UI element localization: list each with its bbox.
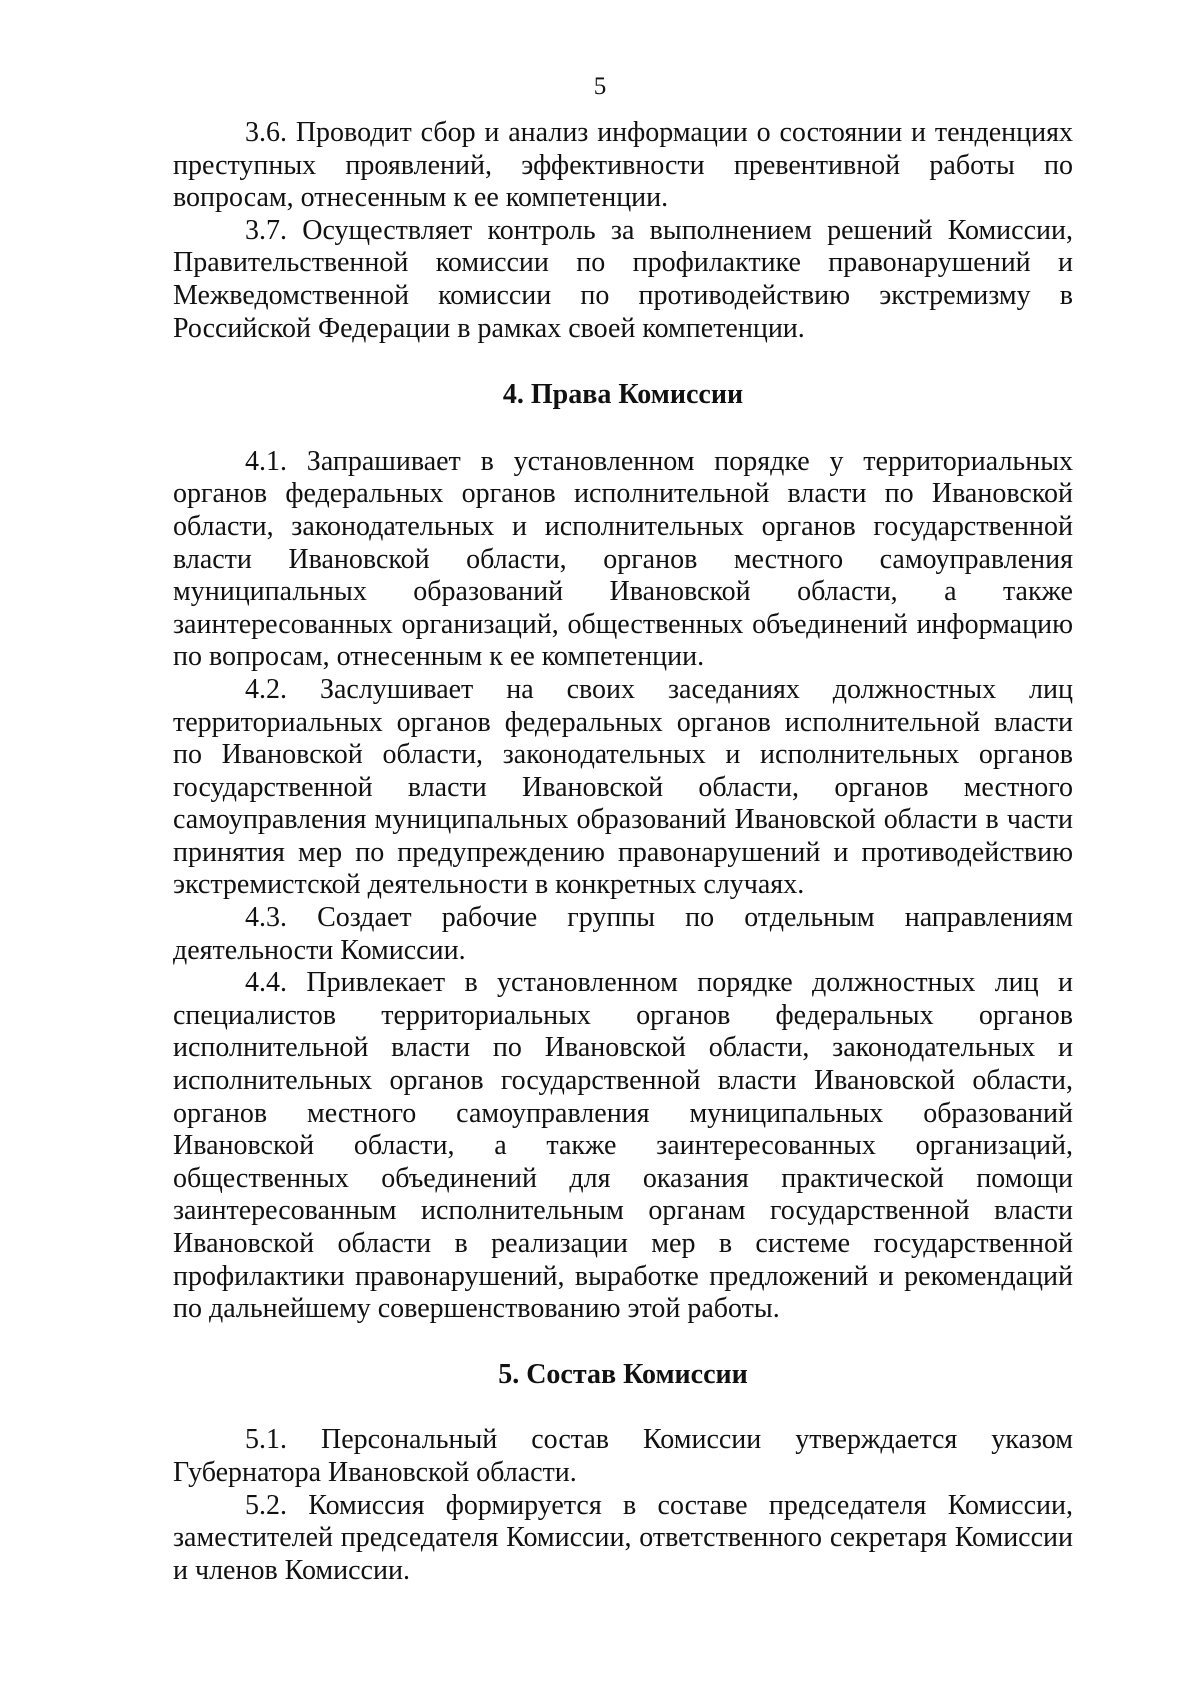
paragraph-5-1: 5.1. Персональный состав Комиссии утверждается указом Губернатора Ивановской области. bbox=[173, 1424, 1073, 1488]
document-body bbox=[173, 117, 1073, 1587]
paragraph-5-2: 5.2. Комиссия формируется в составе председателя Комиссии, заместителей председателя Комиссии, ответственного секретаря Комиссии и членов Комиссии. bbox=[173, 1489, 1073, 1586]
section-heading-5: 5. Состав Комиссии bbox=[498, 1358, 748, 1390]
section-heading-4: 4. Права Комиссии bbox=[502, 379, 744, 411]
paragraph-3-7: 3.7. Осуществляет контроль за выполнением решений Комиссии, Правительственной комиссии по профилактике правонарушений и Межведомственной комиссии по противодействию экстремизму в Российской Федерации в рамках своей компетенции. bbox=[173, 214, 1073, 344]
paragraph-4-3: 4.3. Создает рабочие группы по отдельным направлениям деятельности Комиссии. bbox=[173, 902, 1073, 966]
paragraph-4-2: 4.2. Заслушивает на своих заседаниях должностных лиц территориальных органов федеральных органов исполнительной власти по Ивановской области, законодательных и исполнительных органов государственной власти Ивановской области, органов местного самоуправления муниципальных образований Ивановской области в части принятия мер по предупреждению правонарушений и противодействию экстремистской деятельности в конкретных случаях. bbox=[173, 673, 1073, 901]
page-number: 5 bbox=[593, 73, 607, 100]
paragraph-4-1: 4.1. Запрашивает в установленном порядке у территориальных органов федеральных органов исполнительной власти по Ивановской области, законодательных и исполнительных органов государственной власти Ивановской области, органов местного самоуправления муниципальных образований Ивановской области, а также заинтересованных организаций, общественных объединений информацию по вопросам, отнесенным к ее компетенции. bbox=[173, 445, 1073, 673]
paragraph-4-4: 4.4. Привлекает в установленном порядке должностных лиц и специалистов территориальных органов федеральных органов исполнительной власти по Ивановской области, законодательных и исполнительных органов государственной власти Ивановской области, органов местного самоуправления муниципальных образований Ивановской области, а также заинтересованных организаций, общественных объединений для оказания практической помощи заинтересованным исполнительным органам государственной власти Ивановской области в реализации мер в системе государственной профилактики правонарушений, выработке предложений и рекомендаций по дальнейшему совершенствованию этой работы. bbox=[173, 967, 1073, 1325]
paragraph-3-6: 3.6. Проводит сбор и анализ информации о состоянии и тенденциях преступных проявлений, эффективности превентивной работы по вопросам, отнесенным к ее компетенции. bbox=[173, 117, 1073, 214]
